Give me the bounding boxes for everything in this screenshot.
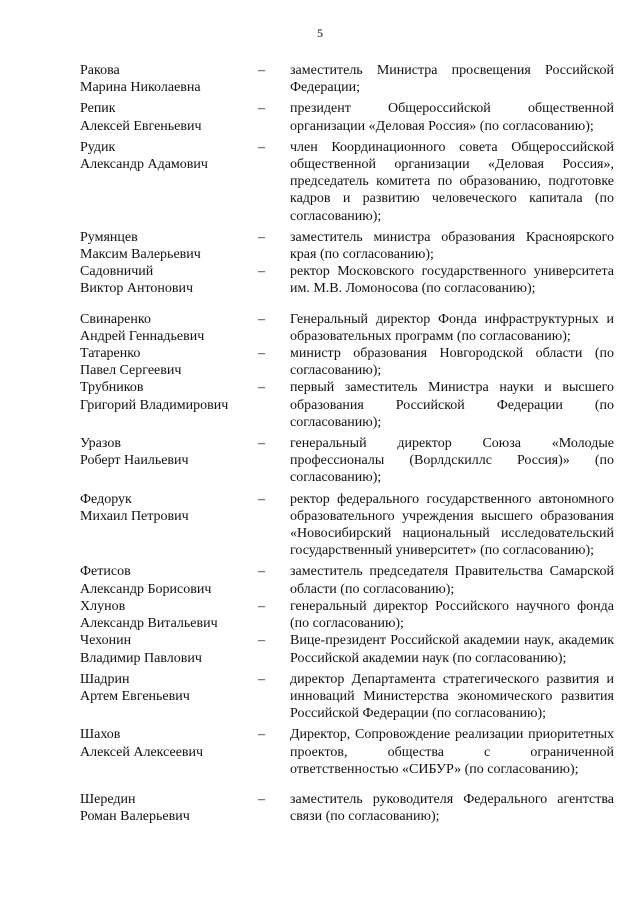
given-name: Алексей Алексеевич [80,744,204,760]
list-item [80,491,614,560]
person-name [80,791,256,825]
given-name: Владимир Павлович [80,650,202,666]
person-name [80,563,256,597]
dash-separator: – [258,791,265,807]
person-name [80,100,256,134]
list-item [80,671,614,723]
surname: Шахов [80,727,121,743]
given-name: Александр Борисович [80,581,212,597]
list-item [80,263,614,297]
list-item [80,100,614,134]
dash-separator: – [258,311,265,327]
dash-separator: – [258,101,265,117]
surname: Свинаренко [80,311,151,327]
dash-separator: – [258,671,265,687]
person-name [80,263,256,297]
given-name: Павел Сергеевич [80,363,182,379]
position-description: член Координационного совета Общероссийской общественной организации «Деловая Россия», председатель комитета по образованию, подготовке кадров и развитию человеческого капитала (по согласованию); [290,139,614,224]
given-name: Александр Адамович [80,157,208,173]
given-name: Александр Витальевич [80,616,218,632]
position-description: генеральный директор Союза «Молодые профессионалы (Ворлдскиллс Россия)» (по согласованию); [290,436,614,486]
given-name: Григорий Владимирович [80,397,229,413]
list-item [80,632,614,666]
person-name [80,139,256,225]
dash-separator: – [258,491,265,507]
position-description: первый заместитель Министра науки и высшего образования Российской Федерации (по согласованию); [290,380,614,430]
position-description: директор Департамента стратегического развития и инноваций Министерства экономического развития Российской Федерации (по согласованию); [290,671,614,722]
person-name [80,379,256,431]
dash-separator: – [258,229,265,245]
position-description: Директор, Сопровождение реализации приоритетных проектов, общества с ограниченной ответственностью «СИБУР» (по согласованию); [290,727,614,777]
given-name: Максим Валерьевич [80,247,201,263]
dash-separator: – [258,380,265,396]
given-name: Михаил Петрович [80,508,189,524]
position-description: генеральный директор Российского научного фонда (по согласованию); [290,598,614,632]
list-item [80,379,614,431]
list-item [80,791,614,825]
position-description: ректор федерального государственного автономного образовательного учреждения высшего образования «Новосибирский национальный исследовательский государственный университет» (по согласованию); [290,491,614,559]
surname: Татаренко [80,346,141,362]
list-item [80,435,614,487]
position-description: министр образования Новгородской области (по согласованию); [290,346,614,379]
list-item [80,62,614,96]
person-name [80,598,256,632]
dash-separator: – [258,564,265,580]
surname: Рудик [80,139,116,155]
person-name [80,435,256,487]
list-item [80,345,614,379]
list-item [80,726,614,778]
person-name [80,632,256,666]
given-name: Марина Николаевна [80,80,201,96]
position-description: заместитель Министра просвещения Российской Федерации; [290,63,614,96]
page-number: 5 [317,26,323,40]
surname: Фетисов [80,564,131,580]
dash-separator: – [258,633,265,649]
person-name [80,671,256,723]
position-description: ректор Московского государственного университета им. М.В. Ломоносова (по согласованию); [290,264,614,297]
position-description: Генеральный директор Фонда инфраструктурных и образовательных программ (по согласованию); [290,311,614,344]
dash-separator: – [258,139,265,155]
dash-separator: – [258,346,265,362]
list-item [80,139,614,225]
surname: Чехонин [80,633,132,649]
surname: Репик [80,101,116,117]
person-name [80,229,256,263]
surname: Ракова [80,63,120,78]
person-name [80,491,256,560]
given-name: Андрей Геннадьевич [80,328,205,344]
surname: Хлунов [80,598,126,614]
surname: Румянцев [80,229,138,245]
surname: Шадрин [80,671,130,687]
surname: Садовничий [80,264,154,280]
position-description: заместитель руководителя Федерального агентства связи (по согласованию); [290,791,614,825]
surname: Уразов [80,436,121,452]
person-name [80,311,256,345]
dash-separator: – [258,63,265,78]
dash-separator: – [258,436,265,452]
list-item [80,598,614,632]
dash-separator: – [258,727,265,743]
list-item [80,563,614,597]
position-description: заместитель председателя Правительства Самарской области (по согласованию); [290,564,614,597]
member-list [80,62,614,825]
given-name: Алексей Евгеньевич [80,118,202,134]
given-name: Виктор Антонович [80,281,194,297]
surname: Шередин [80,791,136,807]
person-name [80,726,256,778]
surname: Федорук [80,491,132,507]
position-description: Вице-президент Российской академии наук, академик Российской академии наук (по согласованию); [290,633,614,666]
dash-separator: – [258,598,265,614]
list-item [80,229,614,263]
person-name [80,345,256,379]
list-item [80,311,614,345]
given-name: Роберт Наильевич [80,453,189,469]
given-name: Роман Валерьевич [80,809,190,825]
person-name [80,62,256,96]
dash-separator: – [258,264,265,280]
position-description: заместитель министра образования Красноярского края (по согласованию); [290,229,614,263]
given-name: Артем Евгеньевич [80,688,190,704]
surname: Трубников [80,380,144,396]
position-description: президент Общероссийской общественной организации «Деловая Россия» (по согласованию); [290,101,614,134]
